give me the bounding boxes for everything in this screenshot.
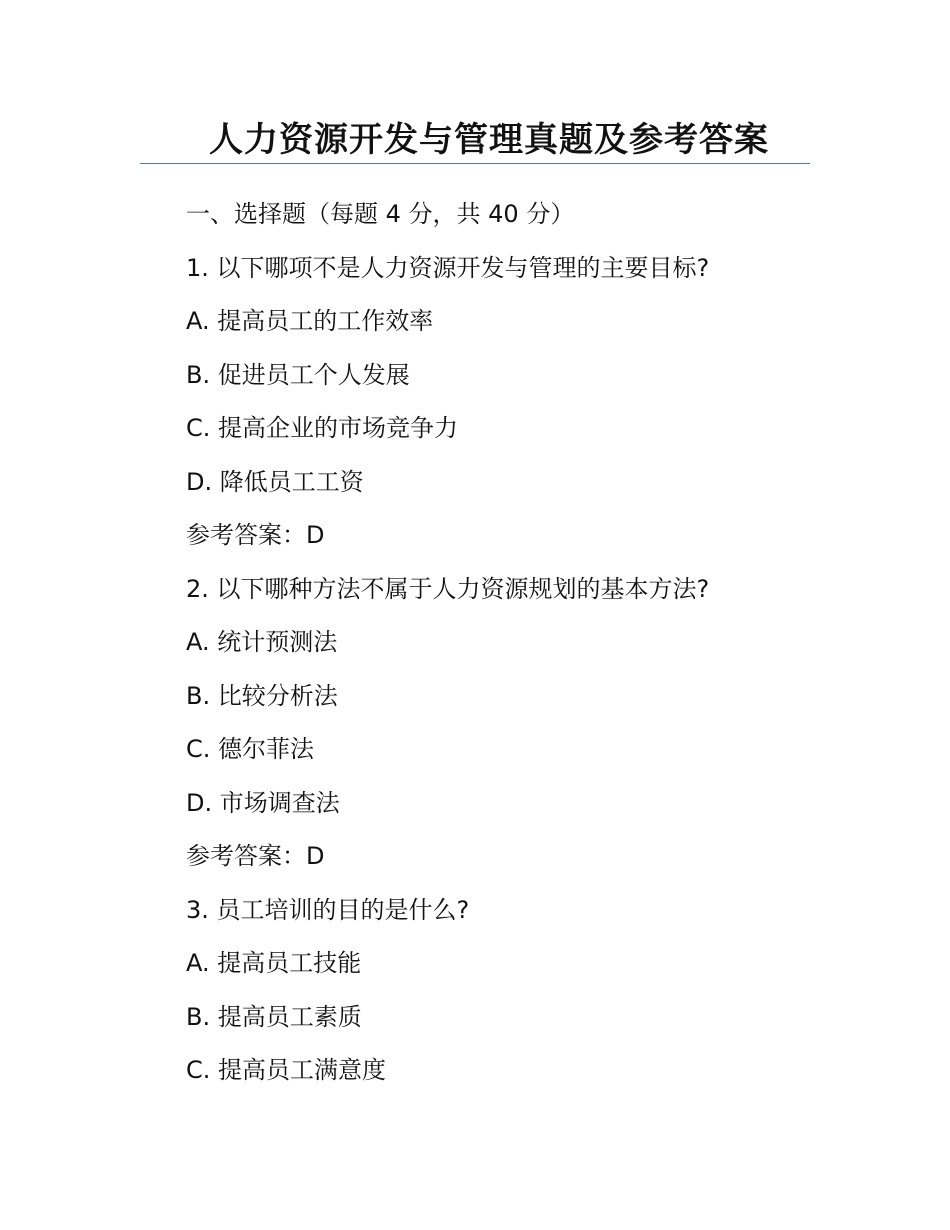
answer-text: 参考答案：D xyxy=(186,842,325,870)
title-divider xyxy=(140,163,810,164)
option-d: D. 市场调查法 xyxy=(186,788,340,817)
section-heading: 一、选择题（每题 4 分，共 40 分） xyxy=(186,200,575,228)
option-a: A. 统计预测法 xyxy=(186,628,338,656)
question-block-3 xyxy=(186,892,826,1106)
question-block-2 xyxy=(186,571,826,892)
question-text: 2. 以下哪种方法不属于人力资源规划的基本方法? xyxy=(186,574,710,603)
option-c: C. 提高员工满意度 xyxy=(186,1056,387,1084)
option-c: C. 提高企业的市场竞争力 xyxy=(186,414,459,442)
question-block-1 xyxy=(186,250,826,571)
question-text: 3. 员工培训的目的是什么? xyxy=(186,895,470,924)
option-b: B. 提高员工素质 xyxy=(186,1002,362,1031)
option-a: A. 提高员工的工作效率 xyxy=(186,307,434,335)
option-b: B. 比较分析法 xyxy=(186,681,338,710)
option-c: C. 德尔菲法 xyxy=(186,735,315,763)
document-body xyxy=(186,196,826,1106)
question-text: 1. 以下哪项不是人力资源开发与管理的主要目标? xyxy=(186,253,710,282)
page-title: 人力资源开发与管理真题及参考答案 xyxy=(209,120,769,160)
option-d: D. 降低员工工资 xyxy=(186,467,364,496)
option-b: B. 促进员工个人发展 xyxy=(186,360,410,389)
answer-text: 参考答案：D xyxy=(186,521,325,549)
option-a: A. 提高员工技能 xyxy=(186,949,362,977)
